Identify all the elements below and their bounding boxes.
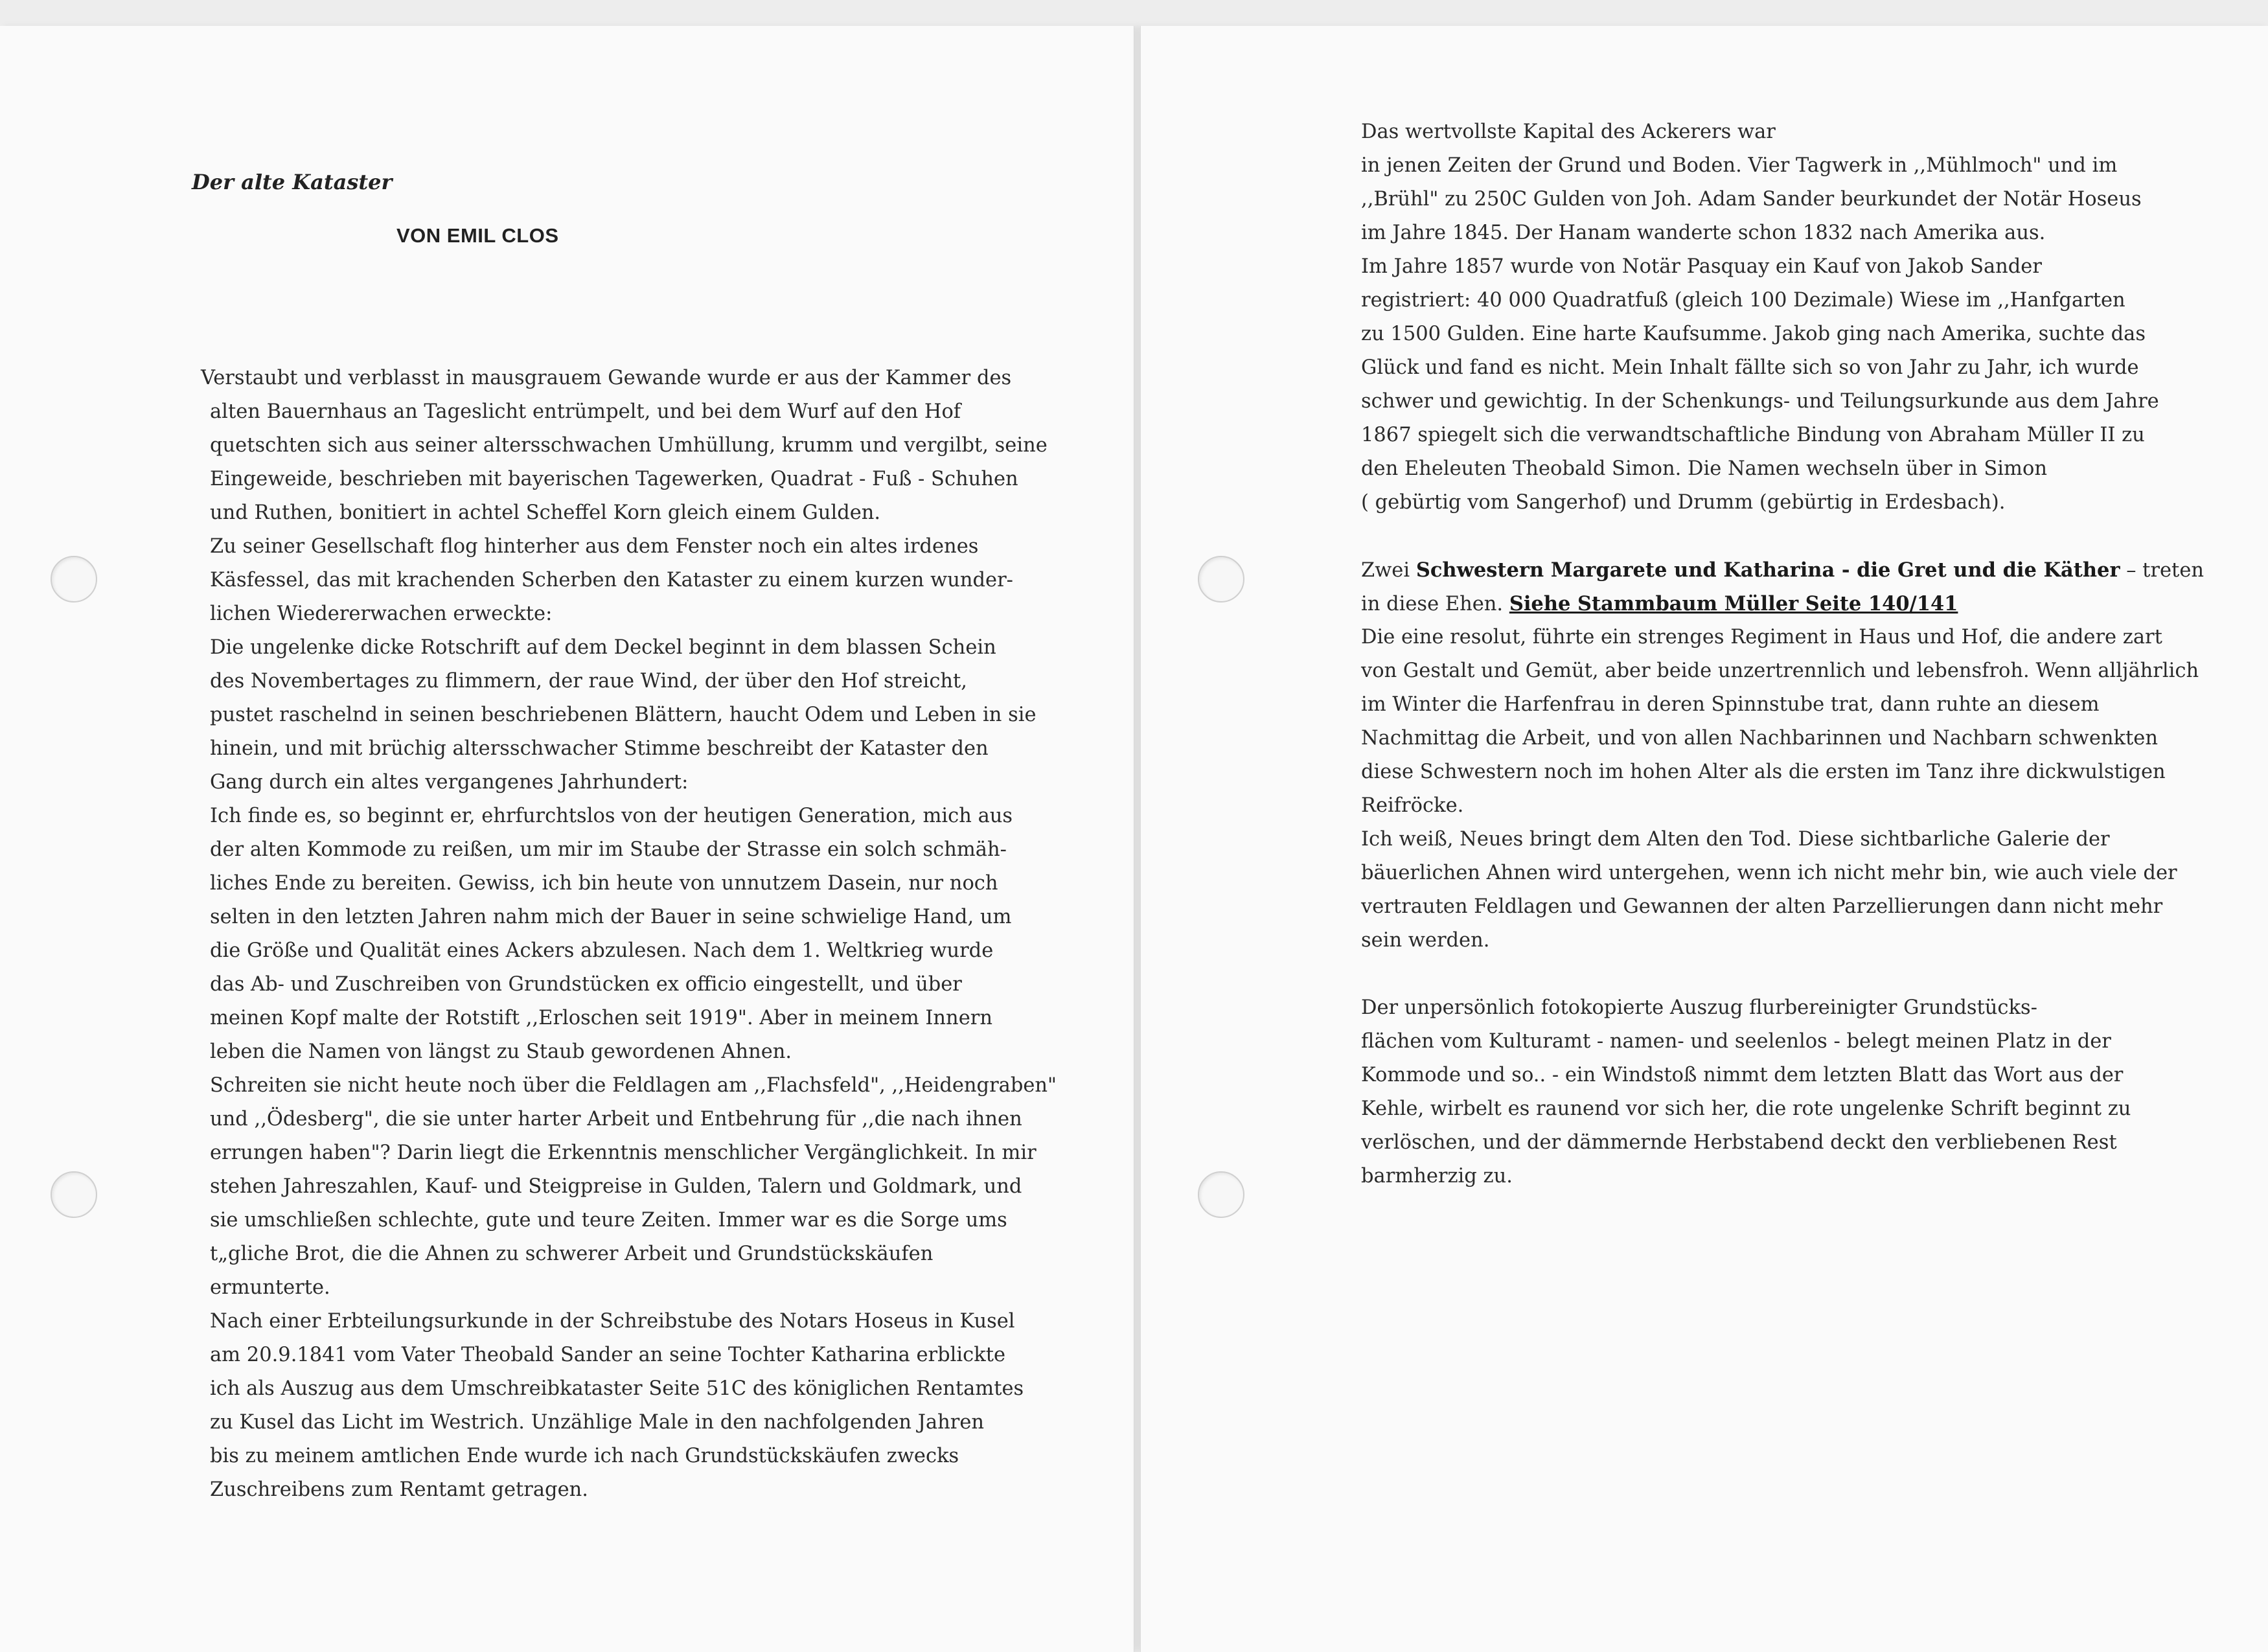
text-line: ermunterte.: [210, 1276, 330, 1299]
text-line-schwestern: [1361, 553, 2216, 587]
punch-hole: [1198, 1171, 1244, 1218]
text-line: Ich weiß, Neues bringt dem Alten den Tod. Diese sichtbarliche Galerie der: [1361, 828, 2110, 851]
text-line: Gang durch ein altes vergangenes Jahrhundert:: [210, 771, 689, 794]
text-line: zu 1500 Gulden. Eine harte Kaufsumme. Jakob ging nach Amerika, suchte das: [1361, 323, 2146, 345]
stammbaum-reference: Siehe Stammbaum Müller Seite 140/141: [1509, 592, 1958, 615]
paragraph-gap: [1361, 520, 2216, 553]
text-line: registriert: 40 000 Quadratfuß (gleich 100 Dezimale) Wiese im ,,Hanfgarten: [1361, 289, 2125, 312]
text-line: ,,Brühl" zu 250C Gulden von Joh. Adam Sander beurkundet der Notär Hoseus: [1361, 188, 2142, 211]
text-line: sie umschließen schlechte, gute und teure Zeiten. Immer war es die Sorge ums: [210, 1209, 1007, 1232]
text-line: schwer und gewichtig. In der Schenkungs- und Teilungsurkunde aus dem Jahre: [1361, 390, 2159, 413]
text-line: hinein, und mit brüchig altersschwacher Stimme beschreibt der Kataster den: [210, 737, 989, 760]
right-page: [1140, 26, 2268, 1652]
text-line: Verstaubt und verblasst in mausgrauem Gewande wurde er aus der Kammer des: [201, 367, 1012, 389]
text-line: Die ungelenke dicke Rotschrift auf dem Deckel beginnt in dem blassen Schein: [210, 636, 996, 659]
document-title: Der alte Kataster: [192, 170, 393, 194]
text-line: im Jahre 1845. Der Hanam wanderte schon 1832 nach Amerika aus.: [1361, 222, 2046, 244]
text-line: Zuschreibens zum Rentamt getragen.: [210, 1478, 588, 1501]
text-line: Nach einer Erbteilungsurkunde in der Schreibstube des Notars Hoseus in Kusel: [210, 1310, 1015, 1333]
text-line: und ,,Ödesberg", die sie unter harter Arbeit und Entbehrung für ,,die nach ihnen: [210, 1108, 1022, 1130]
text-line: Das wertvollste Kapital des Ackerers war: [1361, 120, 1776, 143]
text-line: der alten Kommode zu reißen, um mir im Staube der Strasse ein solch schmäh-: [210, 838, 1007, 861]
text-line: am 20.9.1841 vom Vater Theobald Sander an seine Tochter Katharina erblickte: [210, 1344, 1006, 1366]
punch-hole: [51, 556, 97, 602]
text-line: Nachmittag die Arbeit, und von allen Nachbarinnen und Nachbarn schwenkten: [1361, 727, 2158, 750]
text-line: ich als Auszug aus dem Umschreibkataster Seite 51C des königlichen Rentamtes: [210, 1377, 1024, 1400]
text-fragment: Zwei: [1361, 559, 1416, 582]
text-line: Zu seiner Gesellschaft flog hinterher aus dem Fenster noch ein altes irdenes: [210, 535, 979, 558]
text-line: bäuerlichen Ahnen wird untergehen, wenn ich nicht mehr bin, wie auch viele der: [1361, 862, 2177, 884]
text-line-ehen: [1361, 587, 2216, 621]
text-line: 1867 spiegelt sich die verwandtschaftliche Bindung von Abraham Müller II zu: [1361, 424, 2145, 446]
text-line: t„gliche Brot, die die Ahnen zu schwerer Arbeit und Grundstückskäufen: [210, 1243, 934, 1265]
text-line: Reifröcke.: [1361, 794, 1464, 817]
text-line: die Größe und Qualität eines Ackers abzulesen. Nach dem 1. Weltkrieg wurde: [210, 939, 994, 962]
text-line: leben die Namen von längst zu Staub gewordenen Ahnen.: [210, 1040, 792, 1063]
text-line: des Novembertages zu flimmern, der raue Wind, der über den Hof streicht,: [210, 670, 967, 693]
text-line: Schreiten sie nicht heute noch über die Feldlagen am ,,Flachsfeld", ,,Heidengraben": [210, 1074, 1057, 1097]
paragraph-gap: [1361, 958, 2216, 991]
punch-hole: [51, 1171, 97, 1218]
text-line: Die eine resolut, führte ein strenges Regiment in Haus und Hof, die andere zart: [1361, 626, 2162, 648]
text-fragment: – treten: [2120, 559, 2205, 582]
text-line: bis zu meinem amtlichen Ende wurde ich nach Grundstückskäufen zwecks: [210, 1445, 959, 1467]
punch-hole: [1198, 556, 1244, 602]
text-line: liches Ende zu bereiten. Gewiss, ich bin heute von unnutzem Dasein, nur noch: [210, 872, 998, 895]
text-line: sein werden.: [1361, 929, 1490, 952]
text-line: lichen Wiedererwachen erweckte:: [210, 602, 553, 625]
text-line: in jenen Zeiten der Grund und Boden. Vier Tagwerk in ,,Mühlmoch" und im: [1361, 154, 2118, 177]
left-body-text: [201, 361, 1057, 1507]
text-line: Der unpersönlich fotokopierte Auszug flurbereinigter Grundstücks-: [1361, 996, 2037, 1019]
text-line: ( gebürtig vom Sangerhof) und Drumm (gebürtig in Erdesbach).: [1361, 491, 2006, 514]
text-line: selten in den letzten Jahren nahm mich der Bauer in seine schwielige Hand, um: [210, 906, 1012, 928]
text-line: von Gestalt und Gemüt, aber beide unzertrennlich und lebensfroh. Wenn alljährlich: [1361, 660, 2199, 682]
emphasized-names: Schwestern Margarete und Katharina - die Gret und die Käther: [1415, 558, 2120, 582]
text-line: errungen haben"? Darin liegt die Erkenntnis menschlicher Vergänglichkeit. In mir: [210, 1141, 1037, 1164]
text-line: und Ruthen, bonitiert in achtel Scheffel Korn gleich einem Gulden.: [210, 501, 881, 524]
text-line: pustet raschelnd in seinen beschriebenen Blättern, haucht Odem und Leben in sie: [210, 704, 1037, 726]
text-line: Glück und fand es nicht. Mein Inhalt fällte sich so von Jahr zu Jahr, ich wurde: [1361, 356, 2139, 379]
text-line: stehen Jahreszahlen, Kauf- und Steigpreise in Gulden, Talern und Goldmark, und: [210, 1175, 1022, 1198]
text-line: Im Jahre 1857 wurde von Notär Pasquay ein Kauf von Jakob Sander: [1361, 255, 2042, 278]
text-line: quetschten sich aus seiner altersschwachen Umhüllung, krumm und vergilbt, seine: [210, 434, 1048, 457]
text-line: den Eheleuten Theobald Simon. Die Namen wechseln über in Simon: [1361, 457, 2047, 480]
text-line: diese Schwestern noch im hohen Alter als die ersten im Tanz ihre dickwulstigen: [1361, 761, 2166, 783]
text-line: Käsfessel, das mit krachenden Scherben den Kataster zu einem kurzen wunder-: [210, 569, 1013, 591]
text-fragment: in diese Ehen.: [1361, 593, 1509, 615]
text-line: Kommode und so.. - ein Windstoß nimmt dem letzten Blatt das Wort aus der: [1361, 1064, 2124, 1086]
text-line: das Ab- und Zuschreiben von Grundstücken ex officio eingestellt, und über: [210, 973, 962, 996]
text-line: vertrauten Feldlagen und Gewannen der alten Parzellierungen dann nicht mehr: [1361, 895, 2163, 918]
text-line: Ich finde es, so beginnt er, ehrfurchtslos von der heutigen Generation, mich aus: [210, 805, 1013, 827]
text-line: im Winter die Harfenfrau in deren Spinnstube trat, dann ruhte an diesem: [1361, 693, 2100, 716]
text-line: meinen Kopf malte der Rotstift ,,Erloschen seit 1919". Aber in meinem Innern: [210, 1007, 992, 1029]
text-line: flächen vom Kulturamt - namen- und seelenlos - belegt meinen Platz in der: [1361, 1030, 2111, 1053]
text-line: zu Kusel das Licht im Westrich. Unzählige Male in den nachfolgenden Jahren: [210, 1411, 985, 1434]
text-line: alten Bauernhaus an Tageslicht entrümpelt, und bei dem Wurf auf den Hof: [210, 400, 961, 423]
text-line: verlöschen, und der dämmernde Herbstabend deckt den verbliebenen Rest: [1361, 1131, 2117, 1154]
right-body-text: [1361, 115, 2216, 1193]
author-line: VON EMIL CLOS: [396, 224, 559, 247]
left-page: [0, 26, 1134, 1652]
text-line: barmherzig zu.: [1361, 1165, 1513, 1187]
text-line: Kehle, wirbelt es raunend vor sich her, die rote ungelenke Schrift beginnt zu: [1361, 1097, 2131, 1120]
text-line: Eingeweide, beschrieben mit bayerischen Tagewerken, Quadrat - Fuß - Schuhen: [210, 468, 1018, 490]
